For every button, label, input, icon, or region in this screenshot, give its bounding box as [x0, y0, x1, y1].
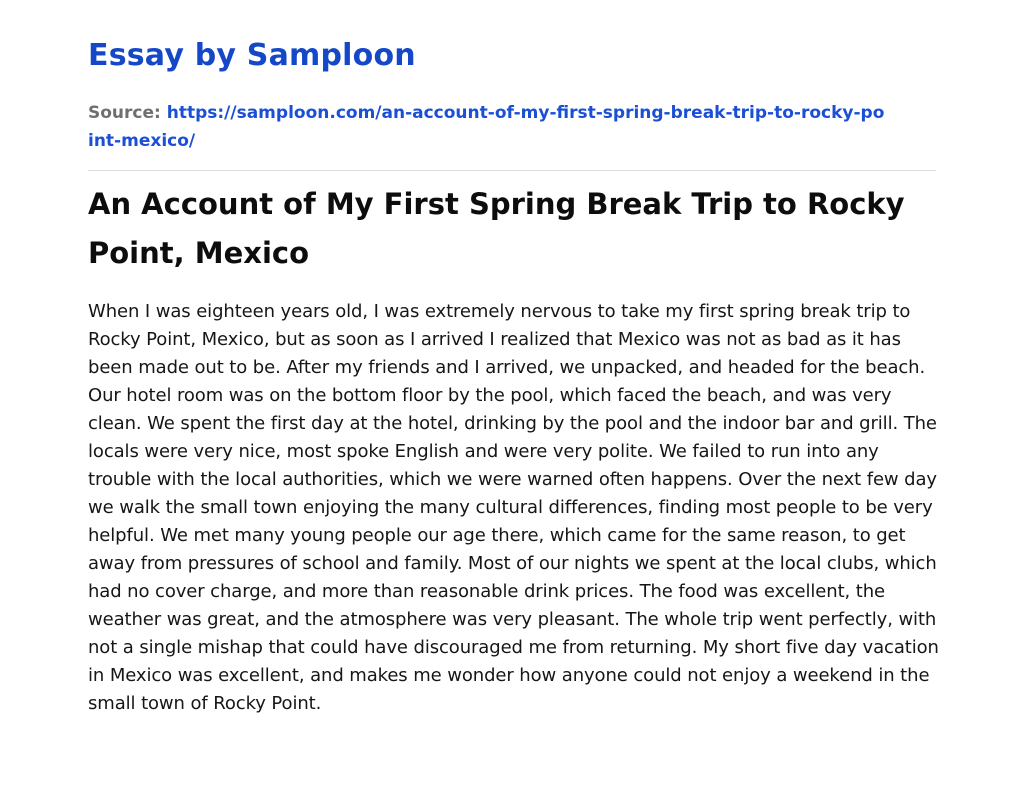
header-divider	[88, 170, 936, 171]
source-link[interactable]: https://samploon.com/an-account-of-my-first-spring-break-trip-to-rocky-point-mexico/	[88, 103, 885, 151]
source-label: Source:	[88, 103, 167, 123]
source-line	[88, 99, 888, 155]
essay-title: An Account of My First Spring Break Trip to Rocky Point, Mexico	[88, 187, 905, 270]
site-brand-title: Essay by Samploon	[88, 38, 416, 73]
essay-body: When I was eighteen years old, I was extremely nervous to take my first spring break trip to Rocky Point, Mexico, but as soon as I arrived I realized that Mexico was not as bad as it has been made out to be. After my friends and I arrived, we unpacked, and headed for the beach. Our hotel room was on the bottom floor by the pool, which faced the beach, and was very clean. We spent the first day at the hotel, drinking by the pool and the indoor bar and grill. The locals were very nice, most spoke English and were very polite. We failed to run into any trouble with the local authorities, which we were warned often happens. Over the next few day we walk the small town enjoying the many cultural differences, finding most people to be very helpful. We met many young people our age there, which came for the same reason, to get away from pressures of school and family. Most of our nights we spent at the local clubs, which had no cover charge, and more than reasonable drink prices. The food was excellent, the weather was great, and the atmosphere was very pleasant. The whole trip went perfectly, with not a single mishap that could have discouraged me from returning. My short five day vacation in Mexico was excellent, and makes me wonder how anyone could not enjoy a weekend in the small town of Rocky Point.	[88, 301, 939, 714]
